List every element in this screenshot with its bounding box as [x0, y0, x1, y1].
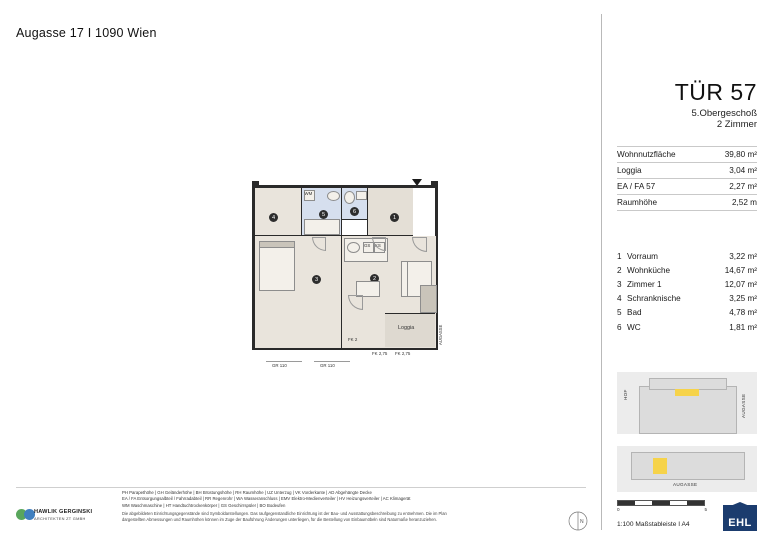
- room-number-4: 4: [269, 213, 278, 222]
- loggia-wall: [385, 313, 435, 314]
- room-name-3: Schranknische: [627, 294, 681, 304]
- keyplan-floor: [617, 446, 757, 492]
- list-item: [617, 320, 757, 334]
- footer-divider: [16, 487, 586, 488]
- keyplan-label-hof: HOF: [623, 389, 628, 400]
- area-label-3: Raumhöhe: [617, 195, 707, 211]
- room-number-2: 2: [370, 274, 379, 283]
- list-item: [617, 278, 757, 292]
- scale-text: 1:100 Maßstableiste I A4: [617, 521, 690, 528]
- table-row: [617, 147, 757, 163]
- svg-text:N: N: [580, 519, 584, 525]
- scale-bar-ticks: [617, 507, 707, 512]
- room-area-2: 12,07 m²: [724, 280, 757, 290]
- label-gs: GS: [364, 243, 371, 248]
- unit-floor: 5.Obergeschoß: [691, 108, 757, 120]
- room-no-5: 6: [617, 322, 622, 332]
- wall-int-3: [367, 188, 368, 236]
- list-item: [617, 306, 757, 320]
- room-no-0: 1: [617, 251, 622, 261]
- room-name-0: Vorraum: [627, 251, 658, 261]
- table-row: [617, 163, 757, 179]
- room-no-4: 5: [617, 308, 622, 318]
- scale-tick-0: 0: [617, 507, 620, 512]
- wall-corner-tl: [252, 181, 259, 185]
- dim-line-2: [314, 361, 350, 362]
- room-schranknische: [255, 188, 302, 236]
- unit-title: TÜR 57: [674, 79, 757, 105]
- room-area-4: 4,78 m²: [729, 308, 757, 318]
- room-area-1: 14,67 m²: [724, 265, 757, 275]
- wall-int-1: [301, 188, 302, 236]
- area-value-2: 2,27 m²: [707, 179, 757, 195]
- wall-int-2: [341, 188, 342, 348]
- label-loggia: Loggia: [398, 325, 415, 331]
- footer-line-1: PH Parapethöhe | GH Geländerhöhe | BH Brüstungshöhe | RH Raumhöhe | UZ Unterzug | VK Vorderkante | AD Abgehängte Decke: [122, 490, 372, 495]
- table-row: [617, 179, 757, 195]
- area-label-0: Wohnnutzfläche: [617, 147, 707, 163]
- room-vorraum: [368, 188, 413, 236]
- dim-label-3: FK 2,75: [372, 351, 388, 356]
- area-value-0: 39,80 m²: [707, 147, 757, 163]
- unit-rooms-count: 2 Zimmer: [716, 119, 757, 131]
- area-value-3: 2,52 m: [707, 195, 757, 211]
- list-item: [617, 292, 757, 306]
- bed-headboard: [259, 241, 295, 248]
- footer-line-4: Die abgebildeten Einrichtungsgegenstände sind Symboldarstellungen. Das raufgegenstandliche Einrichtung ist der Bau- und Ausstattungsbeschreibung zu entnehmen. Die im Plan: [122, 511, 447, 517]
- room-name-5: WC: [627, 322, 641, 332]
- room-number-5: 5: [319, 210, 328, 219]
- dim-label-2: GR 110: [320, 363, 335, 368]
- label-ks: KS: [375, 243, 381, 248]
- scale-bar-graphic: [617, 500, 705, 506]
- floor-plan: [252, 185, 452, 375]
- ehl-logo: EHL: [723, 505, 757, 531]
- footer-legend: [122, 490, 542, 524]
- wc-sink: [356, 191, 367, 200]
- area-label-1: Loggia: [617, 163, 707, 179]
- keyplan-elevation: [617, 372, 757, 434]
- sink: [327, 191, 340, 201]
- vertical-divider: [601, 14, 602, 530]
- dim-label-4: FK 2,75: [395, 351, 411, 356]
- room-area-0: 3,22 m²: [729, 251, 757, 261]
- room-number-6: 6: [350, 207, 359, 216]
- room-no-3: 4: [617, 294, 622, 304]
- area-label-2: EA / FA 57: [617, 179, 707, 195]
- page-title: Augasse 17 I 1090 Wien: [16, 26, 157, 40]
- room-area-3: 3,25 m²: [729, 294, 757, 304]
- footer-line-5: dargestellten Abmessungen und Raumhöhen können im Zuge der Bauführung Änderungen unterliegen, für die Bestellung von Einbaumöbeln sind Naturmaße heranzuziehen.: [122, 517, 437, 523]
- room-no-1: 2: [617, 265, 622, 275]
- label-wm: WM: [304, 191, 313, 196]
- list-item: [617, 263, 757, 277]
- list-item: [617, 249, 757, 263]
- table-row: [617, 195, 757, 211]
- keyplan-label-augasse: AUGASSE: [741, 393, 746, 418]
- architect-sub: ARCHITEKTEN ZT GMBH: [34, 516, 86, 521]
- label-augasse-plan: AUGASSE: [438, 324, 443, 345]
- rooms-table: [617, 249, 757, 334]
- stove-top: [347, 242, 360, 253]
- room-name-4: Bad: [627, 308, 642, 318]
- room-name-2: Zimmer 1: [627, 280, 662, 290]
- keyplan-unit-highlight: [675, 389, 699, 396]
- scale-tick-1: 5: [704, 507, 707, 512]
- bathtub: [304, 219, 340, 235]
- shaft-box: [420, 285, 437, 313]
- wall-int-4: [255, 235, 413, 236]
- room-area-5: 1,81 m²: [729, 322, 757, 332]
- areas-table: [617, 146, 757, 211]
- dim-label-1: GR 110: [272, 363, 287, 368]
- dim-line-1: [266, 361, 302, 362]
- room-name-1: Wohnküche: [627, 265, 671, 275]
- area-value-1: 3,04 m²: [707, 163, 757, 179]
- bed: [259, 245, 295, 291]
- keyplan-floor-label: AUGASSE: [673, 482, 698, 487]
- wall-corner-tr: [431, 181, 438, 185]
- label-fk2: FK 2: [348, 337, 358, 342]
- toilet: [344, 191, 355, 204]
- footer-line-2: EA / FA Entsorgungsalbteil / Fahrradabteil | RR Regenrohr | WA Wasseranschluss | EMV Elektro-Medienverteiler | HV Heizungsverteiler | AC Klimagerät: [122, 496, 411, 502]
- room-number-1: 1: [390, 213, 399, 222]
- room-no-2: 3: [617, 280, 622, 290]
- keyplan-floor-outline: [631, 452, 745, 480]
- keyplan-floor-highlight: [653, 458, 667, 474]
- sofa-arm: [401, 261, 408, 297]
- room-number-3: 3: [312, 275, 321, 284]
- footer-line-3: WM Waschmaschine | HT Handtuchtrockenkörper | GS Geschirrspüler | BO Bodeufen: [122, 502, 286, 508]
- wall-int-5: [341, 219, 368, 220]
- unit-info-panel: [617, 80, 757, 334]
- north-arrow-icon: [566, 509, 590, 533]
- architect-name: HAWLIK GERGINSKI: [34, 509, 93, 515]
